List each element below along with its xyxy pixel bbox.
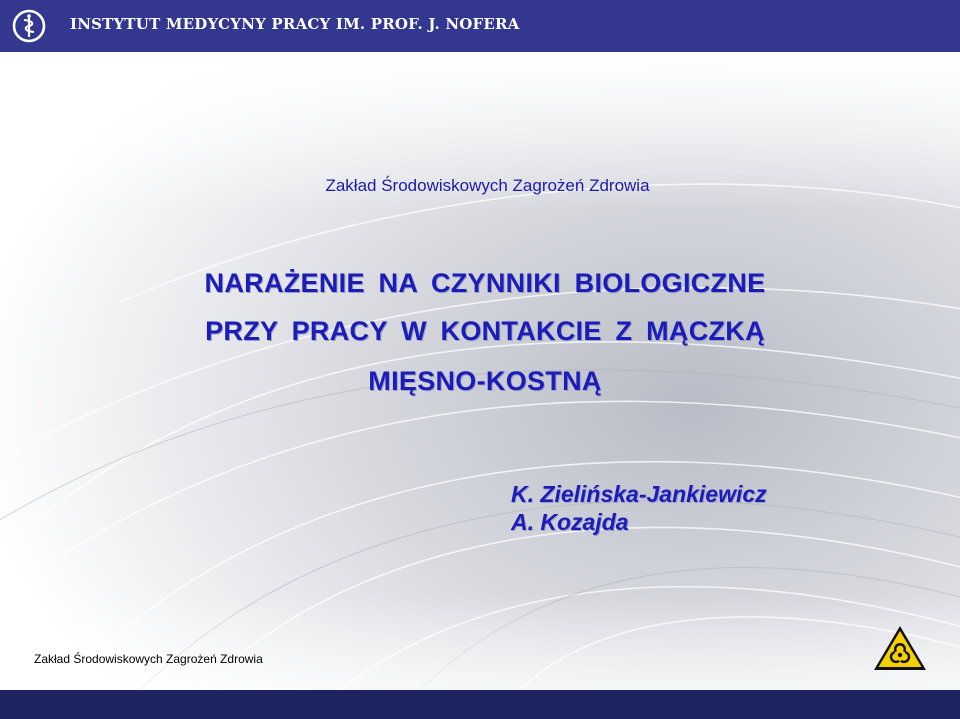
biohazard-warning-icon <box>872 624 928 672</box>
department-title: Zakład Środowiskowych Zagrożeń Zdrowia <box>325 176 650 195</box>
title-line-2: PRZY PRACY W KONTAKCIE Z MĄCZKĄ <box>205 316 765 346</box>
institute-name: INSTYTUT MEDYCYNY PRACY IM. PROF. J. NOFERA <box>70 15 520 33</box>
title-line-3: MIĘSNO-KOSTNĄ <box>368 366 602 396</box>
author-1: K. Zielińska-Jankiewicz <box>511 481 767 507</box>
author-2: A. Kozajda <box>511 509 629 535</box>
caduceus-logo-icon <box>11 8 47 44</box>
title-line-1: NARAŻENIE NA CZYNNIKI BIOLOGICZNE <box>204 268 766 298</box>
header-bar <box>0 0 960 52</box>
bottom-band <box>0 690 960 719</box>
footer-department: Zakład Środowiskowych Zagrożeń Zdrowia <box>34 652 263 666</box>
